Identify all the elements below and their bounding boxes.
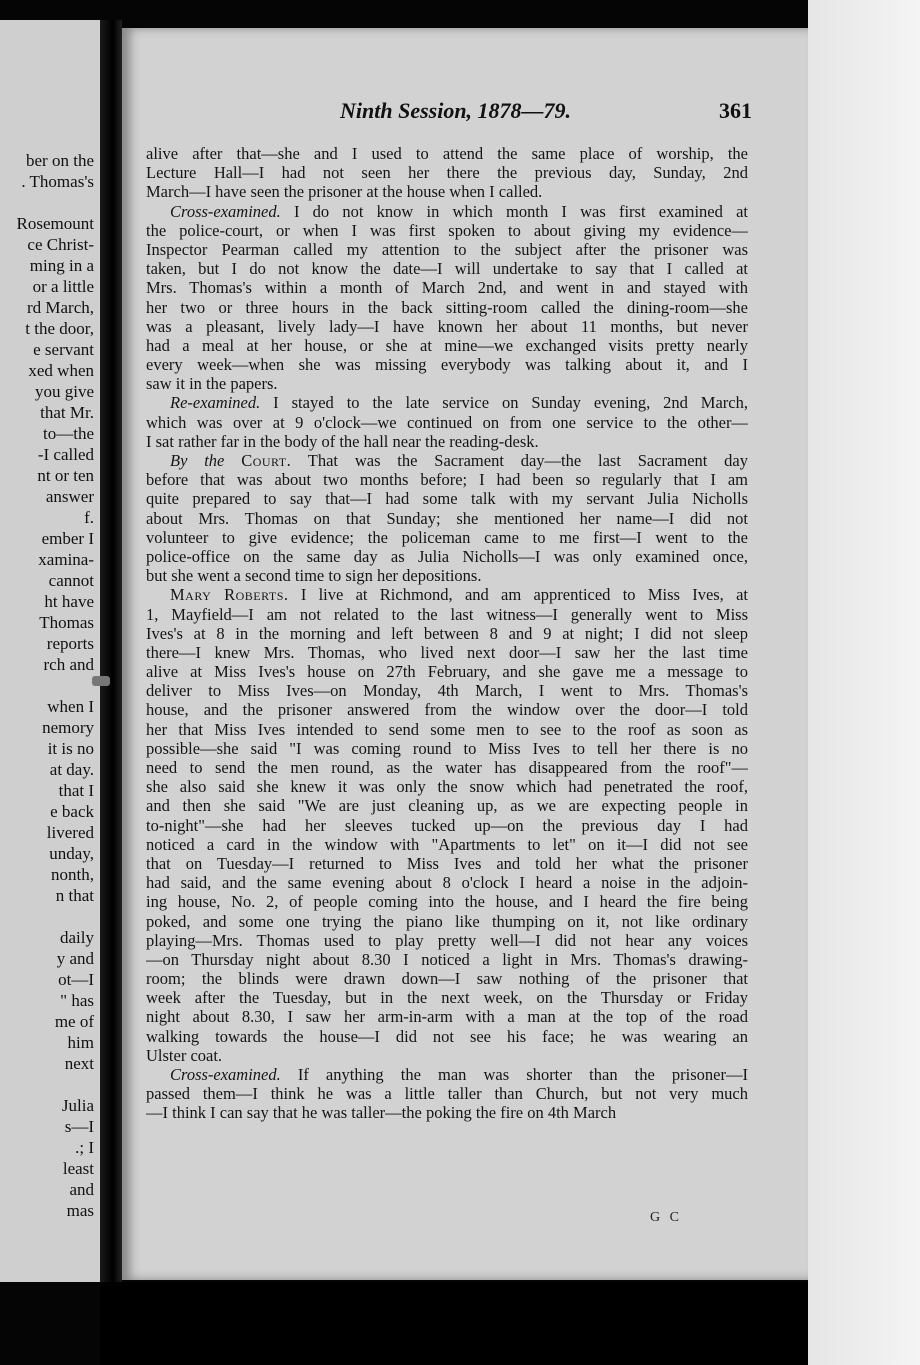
text-line: room; the blinds were drawn down—I saw nothing of the prisoner that (146, 969, 748, 989)
text-line: to-night"—she had her sleeves tucked up—on the previous day I had (146, 815, 748, 835)
page-number: 361 (719, 98, 752, 123)
text-line: Lecture Hall—I had not seen her there the previous day, Sunday, 2nd (146, 163, 748, 183)
book-gutter (100, 20, 122, 1310)
text-line: week after the Tuesday, but in the next week, on the Thursday or Friday (146, 988, 748, 1008)
left-page-text (0, 150, 94, 1221)
speaker-name: Mary Roberts. (170, 585, 289, 605)
text-line: —on Thursday night about 8.30 I noticed a light in Mrs. Thomas's drawing- (146, 949, 748, 969)
text-line: her that Miss Ives intended to send some men to see to the roof as soon as (146, 719, 748, 739)
left-page-line (0, 675, 94, 696)
text-line: about Mrs. Thomas on that Sunday; she mentioned her name—I did not (146, 508, 748, 528)
page-header (122, 98, 808, 124)
text-line: had said, and the same evening about 8 o'clock I heard a noise in the adjoin- (146, 873, 748, 893)
text-line: alive after that—she and I used to attend the same place of worship, the (146, 144, 748, 163)
text-line: deliver to Miss Ives—on Monday, 4th March, I went to Mrs. Thomas's (146, 681, 748, 701)
text-line: Ives's at 8 in the morning and left between 8 and 9 at night; I did not sleep (146, 623, 748, 643)
text-line: alive at Miss Ives's house on 27th February, and she gave me a message to (146, 662, 748, 682)
text-line: taken, but I do not know the date—I will undertake to say that I called at (146, 259, 748, 279)
left-page-line: xamina- (38, 550, 94, 569)
text-line: and then she said "We are just cleaning up, as we are expecting people in (146, 796, 748, 816)
text-line: possible—she said "I was coming round to Miss Ives to tell her there is no (146, 738, 748, 758)
left-page-line: rd March, (26, 298, 94, 317)
text-line: her two or three hours in the back sitting-room called the dining-room—she (146, 297, 748, 317)
text-line: was a pleasant, lively lady—I have known her about 11 months, but never (146, 316, 748, 336)
text-line: had a meal at her house, or she at mine—we exchanged visits pretty nearly (146, 335, 748, 355)
text-line: the police-court, or when I was first spoken to about giving my evidence— (146, 220, 748, 240)
bottom-shadow (100, 1282, 808, 1365)
text-line: house, and the prisoner answered from the window over the door—I told (146, 700, 748, 720)
paragraph-lead: Re-examined. (170, 393, 261, 413)
running-title: Ninth Session, 1878—79. (340, 98, 572, 123)
text-line: Mrs. Thomas's within a month of March 2nd, and went in and stayed with (146, 278, 748, 298)
left-page-line: that Mr. (40, 403, 94, 422)
page-body-text (146, 144, 748, 1123)
signature-mark: G C (650, 1210, 682, 1225)
left-page-line (0, 192, 94, 213)
left-page-line: cannot (48, 571, 94, 590)
text-line: walking towards the house—I did not see his face; he was wearing an (146, 1026, 748, 1046)
text-line (146, 393, 748, 412)
left-page-line: nt or ten (37, 466, 94, 485)
left-page-line: ember I (41, 529, 94, 548)
left-page-line: reports (46, 634, 94, 653)
left-page-line: at day. (49, 760, 94, 779)
text-line: she also said she knew it was only the snow which had penetrated the roof, (146, 777, 748, 797)
paragraph-lead: Cross-examined. (170, 1065, 281, 1084)
text-line: that on Tuesday—I returned to Miss Ives and told her what the prisoner (146, 853, 748, 873)
line-text: I stayed to the late service on Sunday evening, 2nd March, (260, 393, 748, 413)
left-page-line: n that (55, 886, 94, 905)
binding-mark (92, 676, 110, 686)
paragraph (146, 393, 748, 451)
text-line: ing house, No. 2, of people coming into the house, and I heard the fire being (146, 892, 748, 912)
text-line: 1, Mayfield—I am not related to the last witness—I generally went to Miss (146, 604, 748, 624)
text-line: poked, and some one trying the piano like thumping on it, not like ordinary (146, 911, 748, 931)
text-line: March—I have seen the prisoner at the house when I called. (146, 182, 543, 202)
left-page-line: livered (46, 823, 94, 842)
left-page-line: . Thomas's (21, 172, 94, 191)
left-page-line: .; I (75, 1138, 94, 1157)
left-page-line: Rosemount (16, 214, 94, 233)
left-page-line: ber on the (26, 151, 94, 170)
left-page-line: unday, (49, 844, 94, 863)
left-page-line: nemory (42, 718, 94, 737)
left-page-line: him (67, 1033, 94, 1052)
line-text: If anything the man was shorter than the prisoner—I (280, 1065, 748, 1084)
text-line: before that was about two months before; I had been so regularly that I am (146, 470, 748, 490)
line-text: I do not know in which month I was first examined at (280, 201, 748, 221)
text-line: police-office on the same day as Julia Nicholls—I was only examined once, (146, 546, 748, 566)
text-line: passed them—I think he was a little taller than Church, but not very much (146, 1084, 748, 1104)
left-page-line: f. (84, 508, 94, 527)
paragraph-lead: Cross-examined. (170, 201, 281, 221)
paragraph (146, 144, 748, 202)
text-line: which was over at 9 o'clock—we continued on from one service to the other— (146, 412, 748, 432)
text-line: need to send the men round, as the water has disappeared from the roof"— (146, 758, 748, 777)
left-page-line: Julia (61, 1096, 94, 1115)
left-page-line: that I (58, 781, 94, 800)
left-page-line: when I (47, 697, 94, 716)
left-page-line: ce Christ- (27, 235, 94, 254)
left-page-line: answer (45, 487, 94, 506)
text-line: noticed a card in the window with "Apartments to let" on it—I did not see (146, 834, 748, 854)
line-text: I live at Richmond, and am apprenticed to Miss Ives, at (288, 585, 748, 605)
line-text: That was the Sacrament day—the last Sacrament day (291, 451, 748, 470)
left-page-line: nonth, (51, 865, 94, 884)
text-line: saw it in the papers. (146, 374, 278, 394)
speaker-name: Court. (241, 451, 292, 470)
text-line: quite prepared to say that—I had some talk with my servant Julia Nicholls (146, 489, 748, 509)
paragraph (146, 1065, 748, 1123)
left-page-line (0, 906, 94, 927)
left-page-line: ot—I (58, 970, 94, 989)
left-page-fragment (0, 20, 100, 1282)
paragraph-lead: By the (170, 451, 225, 470)
left-page-line: y and (56, 949, 94, 968)
left-page-line: it is no (47, 739, 94, 758)
text-line: every week—when she was missing everybody was talking about it, and I (146, 355, 748, 375)
text-line: there—I knew Mrs. Thomas, who lived next door—I saw her the last time (146, 642, 748, 662)
paragraph (146, 202, 748, 394)
text-line: Inspector Pearman called my attention to the subject after the prisoner was (146, 239, 748, 259)
text-line (146, 1065, 748, 1084)
left-page-line: or a little (32, 277, 94, 296)
left-page-line: daily (60, 928, 94, 947)
text-line: night about 8.30, I saw her arm-in-arm with a man at the top of the road (146, 1007, 748, 1027)
left-page-line: and (69, 1180, 94, 1199)
left-page-line: rch and (43, 655, 94, 674)
text-line (146, 202, 748, 221)
text-line (146, 451, 748, 470)
left-page-line: ht have (44, 592, 94, 611)
left-page-line: me of (54, 1012, 94, 1031)
text-line (146, 585, 748, 604)
left-page-line: to—the (43, 424, 94, 443)
left-page-line: t the door, (25, 319, 94, 338)
left-page-line: s—I (64, 1117, 94, 1136)
left-page-line: Thomas (39, 613, 94, 632)
paragraph (146, 585, 748, 1065)
text-line: —I think I can say that he was taller—the poking the fire on 4th March (146, 1103, 617, 1123)
left-page-line: -I called (37, 445, 94, 464)
text-line: volunteer to give evidence; the policeman came to me first—I went to the (146, 527, 748, 547)
left-page-line: mas (66, 1201, 94, 1220)
paragraph (146, 451, 748, 585)
left-page-line: " has (60, 991, 94, 1010)
left-page-line (0, 1074, 94, 1095)
background-surface (808, 0, 920, 1365)
left-page-line: e servant (33, 340, 94, 359)
text-line: playing—Mrs. Thomas used to play pretty well—I did not hear any voices (146, 930, 748, 950)
left-page-line: next (64, 1054, 94, 1073)
text-line: I sat rather far in the body of the hall near the reading-desk. (146, 431, 539, 451)
text-line: Ulster coat. (146, 1045, 223, 1065)
book-page (122, 28, 808, 1280)
left-page-line: e back (50, 802, 94, 821)
left-page-line: xed when (28, 361, 94, 380)
left-page-line: least (62, 1159, 94, 1178)
text-line: but she went a second time to sign her depositions. (146, 566, 482, 586)
left-page-line: you give (34, 382, 94, 401)
left-page-line: ming in a (29, 256, 94, 275)
